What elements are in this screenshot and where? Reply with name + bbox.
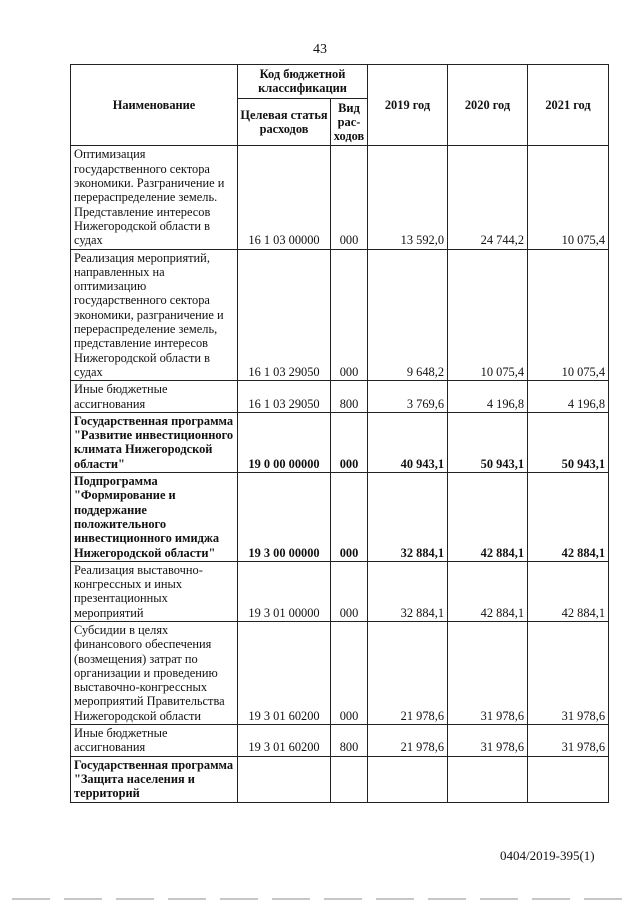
cell-expense-type: 000 (331, 473, 368, 562)
table-row (71, 561, 609, 621)
table-row (71, 725, 609, 757)
table-row (71, 249, 609, 381)
header-year-2019: 2019 год (368, 65, 448, 146)
table-row (71, 473, 609, 562)
cell-expense-type: 800 (331, 381, 368, 413)
cell-2021: 42 884,1 (528, 473, 609, 562)
header-target: Целевая статья расходов (238, 98, 331, 146)
cell-2020: 10 075,4 (448, 249, 528, 381)
header-name: Наименование (71, 65, 238, 146)
cell-expense-type: 800 (331, 725, 368, 757)
cell-name: Субсидии в целях финансового обеспечения (возмещения) затрат по организации и проведению выставочно-конгрессных мероприятий Правительства Нижегородской области (71, 621, 238, 724)
cell-2021 (528, 756, 609, 802)
cell-2021: 50 943,1 (528, 412, 609, 472)
cell-2019: 13 592,0 (368, 146, 448, 249)
scan-edge-artifact (12, 898, 628, 900)
page-number: 43 (313, 42, 327, 57)
cell-2021: 10 075,4 (528, 249, 609, 381)
table-row (71, 621, 609, 724)
cell-name: Государственная программа "Развитие инвестиционного климата Нижегородской области" (71, 412, 238, 472)
document-code: 0404/2019-395(1) (500, 848, 595, 863)
cell-2020: 31 978,6 (448, 621, 528, 724)
budget-table (70, 64, 609, 803)
cell-target-code: 16 1 03 29050 (238, 381, 331, 413)
cell-name: Оптимизация государственного сектора экономики. Разграничение и перераспределение земель. Представление интересов Нижегородской области в судах (71, 146, 238, 249)
cell-2021: 4 196,8 (528, 381, 609, 413)
header-year-2020: 2020 год (448, 65, 528, 146)
cell-target-code (238, 756, 331, 802)
cell-name: Государственная программа "Защита населения и территорий (71, 756, 238, 802)
cell-2019: 21 978,6 (368, 621, 448, 724)
cell-2020: 4 196,8 (448, 381, 528, 413)
header-code-group: Код бюджетной классификации (238, 65, 368, 99)
table-row (71, 146, 609, 249)
cell-2019 (368, 756, 448, 802)
cell-expense-type: 000 (331, 412, 368, 472)
cell-target-code: 19 3 01 00000 (238, 561, 331, 621)
cell-2020: 24 744,2 (448, 146, 528, 249)
cell-2021: 42 884,1 (528, 561, 609, 621)
cell-name: Иные бюджетные ассигнования (71, 381, 238, 413)
cell-2020: 42 884,1 (448, 561, 528, 621)
header-year-2021: 2021 год (528, 65, 609, 146)
cell-2019: 32 884,1 (368, 473, 448, 562)
cell-target-code: 16 1 03 29050 (238, 249, 331, 381)
cell-target-code: 19 3 00 00000 (238, 473, 331, 562)
cell-2019: 32 884,1 (368, 561, 448, 621)
cell-2020: 42 884,1 (448, 473, 528, 562)
cell-2021: 10 075,4 (528, 146, 609, 249)
cell-2021: 31 978,6 (528, 725, 609, 757)
cell-expense-type: 000 (331, 249, 368, 381)
table-body (71, 146, 609, 802)
cell-name: Реализация мероприятий, направленных на оптимизацию государственного сектора экономики, разграничение и перераспределение земель, представление интересов Нижегородской области в судах (71, 249, 238, 381)
cell-name: Реализация выставочно-конгрессных и иных презентационных мероприятий (71, 561, 238, 621)
cell-expense-type (331, 756, 368, 802)
cell-2021: 31 978,6 (528, 621, 609, 724)
table-row (71, 756, 609, 802)
cell-target-code: 19 3 01 60200 (238, 621, 331, 724)
cell-target-code: 19 0 00 00000 (238, 412, 331, 472)
cell-2019: 21 978,6 (368, 725, 448, 757)
cell-expense-type: 000 (331, 621, 368, 724)
table-row (71, 412, 609, 472)
cell-2020 (448, 756, 528, 802)
cell-2019: 40 943,1 (368, 412, 448, 472)
cell-2020: 31 978,6 (448, 725, 528, 757)
cell-name: Подпрограмма "Формирование и поддержание положительного инвестиционного имиджа Нижегородской области" (71, 473, 238, 562)
header-row (71, 65, 609, 99)
cell-target-code: 16 1 03 00000 (238, 146, 331, 249)
cell-name: Иные бюджетные ассигнования (71, 725, 238, 757)
header-type: Вид рас-ходов (331, 98, 368, 146)
cell-expense-type: 000 (331, 561, 368, 621)
cell-expense-type: 000 (331, 146, 368, 249)
cell-2020: 50 943,1 (448, 412, 528, 472)
cell-2019: 9 648,2 (368, 249, 448, 381)
table-row (71, 381, 609, 413)
cell-target-code: 19 3 01 60200 (238, 725, 331, 757)
cell-2019: 3 769,6 (368, 381, 448, 413)
